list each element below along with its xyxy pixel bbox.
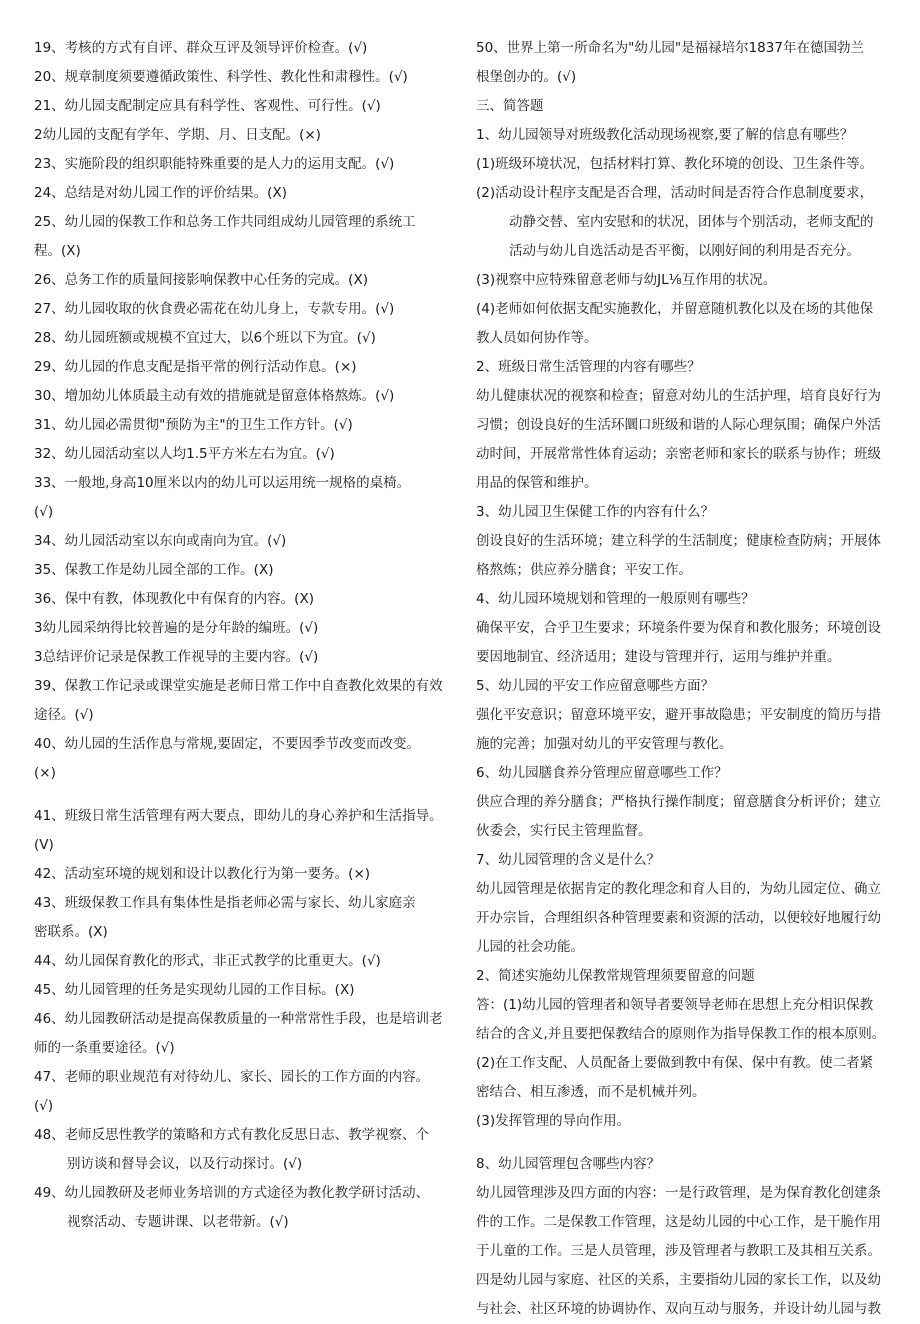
- text-line: 要因地制宜、经济适用；建设与管理并行，运用与维护并重。: [476, 649, 841, 665]
- text-line: 26、总务工作的质量间接影响保教中心任务的完成。(X): [34, 272, 368, 288]
- text-line: 活动与幼儿自选活动是否平衡，以刚好间的利用是否充分。: [509, 243, 860, 259]
- text-line: 开办宗旨，合理组织各种管理要素和资源的活动，以便较好地履行幼: [476, 910, 881, 926]
- text-line: 27、幼儿园收取的伙食费必需花在幼儿身上，专款专用。(√): [34, 301, 395, 317]
- text-line: 5、幼儿园的平安工作应留意哪些方面？: [476, 678, 715, 694]
- text-line: 20、规章制度须要遵循政策性、科学性、教化性和肃穆性。(√): [34, 69, 408, 85]
- section-gap: [476, 1136, 892, 1150]
- text-line: 30、增加幼儿体质最主动有效的措施就是留意体格熬炼。(√): [34, 388, 395, 404]
- text-line: 于儿童的工作。三是人员管理，涉及管理者与教职工及其相互关系。: [476, 1243, 881, 1259]
- text-line: 45、幼儿园管理的任务是实现幼儿园的工作目标。(X): [34, 982, 355, 998]
- text-line: 25、幼儿园的保教工作和总务工作共同组成幼儿园管理的系统工: [34, 214, 416, 230]
- right-column: [476, 34, 892, 1324]
- text-line: 2幼儿园的支配有学年、学期、月、日支配。(×): [34, 127, 321, 143]
- text-line: 3、幼儿园卫生保健工作的内容有什么？: [476, 504, 715, 520]
- text-line: 动时间，开展常常性体育运动；亲密老师和家长的联系与协作；班级: [476, 446, 881, 462]
- text-line: 三、简答题: [476, 98, 544, 114]
- text-line: 供应合理的养分膳食；严格执行操作制度；留意膳食分析评价；建立: [476, 794, 881, 810]
- text-line: 4、幼儿园环境规划和管理的一般原则有哪些？: [476, 591, 755, 607]
- text-line: 3幼儿园采纳得比较普遍的是分年龄的编班。(√): [34, 620, 319, 636]
- text-line: 42、活动室环境的规划和设计以教化行为第一要务。(×): [34, 866, 371, 882]
- text-line: 43、班级保教工作具有集体性是指老师必需与家长、幼儿家庭亲: [34, 895, 416, 911]
- text-line: (×): [34, 765, 56, 781]
- text-line: (√): [34, 504, 54, 520]
- text-line: 3总结评价记录是保教工作视导的主要内容。(√): [34, 649, 319, 665]
- text-line: 件的工作。二是保教工作管理，这是幼儿园的中心工作，是干脆作用: [476, 1214, 881, 1230]
- text-line: 40、幼儿园的生活作息与常规,要固定，不要因季节改变而改变。: [34, 736, 420, 752]
- text-line: 44、幼儿园保育教化的形式，非正式教学的比重更大。(√): [34, 953, 381, 969]
- text-line: 24、总结是对幼儿园工作的评价结果。(X): [34, 185, 287, 201]
- text-line: 29、幼儿园的作息支配是指平常的例行活动作息。(×): [34, 359, 357, 375]
- text-line: 儿园的社会功能。: [476, 939, 584, 955]
- text-line: 6、幼儿园膳食养分管理应留意哪些工作？: [476, 765, 728, 781]
- text-line: 31、幼儿园必需贯彻"预防为主"的卫生工作方针。(√): [34, 417, 353, 433]
- text-line: 8、幼儿园管理包含哪些内容？: [476, 1156, 661, 1172]
- text-line: 34、幼儿园活动室以东向或南向为宜。(√): [34, 533, 287, 549]
- text-line: (4)老师如何依据支配实施教化，并留意随机教化以及在场的其他保: [476, 301, 874, 317]
- text-line: (√): [34, 1098, 54, 1114]
- text-line: 确保平安，合乎卫生要求；环境条件要为保育和教化服务；环境创设: [476, 620, 881, 636]
- text-line: 28、幼儿园班额或规模不宜过大，以6个班以下为宜。(√): [34, 330, 376, 346]
- text-line: (3)视察中应特殊留意老师与幼JL⅛互作用的状况。: [476, 272, 777, 288]
- text-line: 师的一条重要途径。(√): [34, 1040, 175, 1056]
- text-line: 四是幼儿园与家庭、社区的关系，主要指幼儿园的家长工作，以及幼: [476, 1272, 881, 1288]
- text-line: 施的完善；加强对幼儿的平安管理与教化。: [476, 736, 733, 752]
- text-line: (2)活动设计程序支配是否合理，活动时间是否符合作息制度要求，: [476, 185, 874, 201]
- text-line: 用品的保管和维护。: [476, 475, 598, 491]
- text-line: 39、保教工作记录或课堂实施是老师日常工作中自查教化效果的有效: [34, 678, 443, 694]
- text-line: 50、世界上第一所命名为"幼儿园"是福禄培尔1837年在德国勃兰: [476, 40, 864, 56]
- text-line: (3)发挥管理的导向作用。: [476, 1113, 631, 1129]
- text-line: 2、班级日常生活管理的内容有哪些？: [476, 359, 701, 375]
- text-line: 35、保教工作是幼儿园全部的工作。(X): [34, 562, 274, 578]
- text-line: 21、幼儿园支配制定应具有科学性、客观性、可行性。(√): [34, 98, 381, 114]
- text-line: 密结合、相互渗透，而不是机械并列。: [476, 1084, 706, 1100]
- text-line: 1、幼儿园领导对班级教化活动现场视察,要了解的信息有哪些？: [476, 127, 854, 143]
- text-line: 别访谈和督导会议，以及行动探讨。(√): [67, 1156, 303, 1172]
- text-line: 2、简述实施幼儿保教常规管理须要留意的问题: [476, 968, 755, 984]
- text-line: 伙委会，实行民主管理监督。: [476, 823, 652, 839]
- text-line: 格熬炼；供应养分膳食；平安工作。: [476, 562, 692, 578]
- left-column: [34, 34, 454, 1237]
- text-line: 密联系。(X): [34, 924, 108, 940]
- text-line: 强化平安意识；留意环境平安，避开事故隐患；平安制度的简历与措: [476, 707, 881, 723]
- text-line: 途径。(√): [34, 707, 94, 723]
- text-line: 23、实施阶段的组织职能特殊重要的是人力的运用支配。(√): [34, 156, 395, 172]
- text-line: 幼儿园管理是依据肯定的教化理念和育人目的，为幼儿园定位、确立: [476, 881, 881, 897]
- text-line: 与社会、社区环境的协调协作、双向互动与服务，并设计幼儿园与教: [476, 1301, 881, 1317]
- section-gap: [34, 788, 454, 802]
- text-line: 幼儿园管理涉及四方面的内容：一是行政管理，是为保育教化创建条: [476, 1185, 881, 1201]
- text-line: 41、班级日常生活管理有两大要点，即幼儿的身心养护和生活指导。: [34, 808, 443, 824]
- text-line: 46、幼儿园教研活动是提高保教质量的一种常常性手段，也是培训老: [34, 1011, 443, 1027]
- text-line: 程。(X): [34, 243, 81, 259]
- text-line: 48、老师反思性教学的策略和方式有教化反思日志、教学视察、个: [34, 1127, 430, 1143]
- text-line: 教人员如何协作等。: [476, 330, 598, 346]
- text-line: 33、一般地,身高10厘米以内的幼儿可以运用统一规格的桌椅。: [34, 475, 411, 491]
- text-line: (2)在工作支配、人员配备上要做到教中有保、保中有教。使二者紧: [476, 1055, 874, 1071]
- text-line: (1)班级环境状况，包括材料打算、教化环境的创设、卫生条件等。: [476, 156, 874, 172]
- text-line: 动静交替、室内安慰和的状况，团体与个别活动，老师支配的: [509, 214, 874, 230]
- text-line: 结合的含义,并且要把保教结合的原则作为指导保教工作的根本原则。: [476, 1026, 886, 1042]
- text-line: 49、幼儿园教研及老师业务培训的方式途径为教化教学研讨活动、: [34, 1185, 430, 1201]
- text-line: 根堡创办的。(√): [476, 69, 577, 85]
- text-line: 7、幼儿园管理的含义是什么？: [476, 852, 661, 868]
- text-line: 习惯；创设良好的生活环圜口班级和谐的人际心理氛围；确保户外活: [476, 417, 881, 433]
- text-line: 答：(1)幼儿园的管理者和领导者要领导老师在思想上充分相识保教: [476, 997, 874, 1013]
- text-line: 47、老师的职业规范有对待幼儿、家长、园长的工作方面的内容。: [34, 1069, 430, 1085]
- text-line: (V): [34, 837, 54, 853]
- text-line: 32、幼儿园活动室以人均1.5平方米左右为宜。(√): [34, 446, 335, 462]
- text-line: 19、考核的方式有自评、群众互评及领导评价检查。(√): [34, 40, 368, 56]
- text-line: 幼儿健康状况的视察和检查；留意对幼儿的生活护理，培育良好行为: [476, 388, 881, 404]
- text-line: 创设良好的生活环境；建立科学的生活制度；健康检查防病；开展体: [476, 533, 881, 549]
- text-line: 视察活动、专题讲课、以老带新。(√): [67, 1214, 289, 1230]
- text-line: 36、保中有教，体现教化中有保育的内容。(X): [34, 591, 314, 607]
